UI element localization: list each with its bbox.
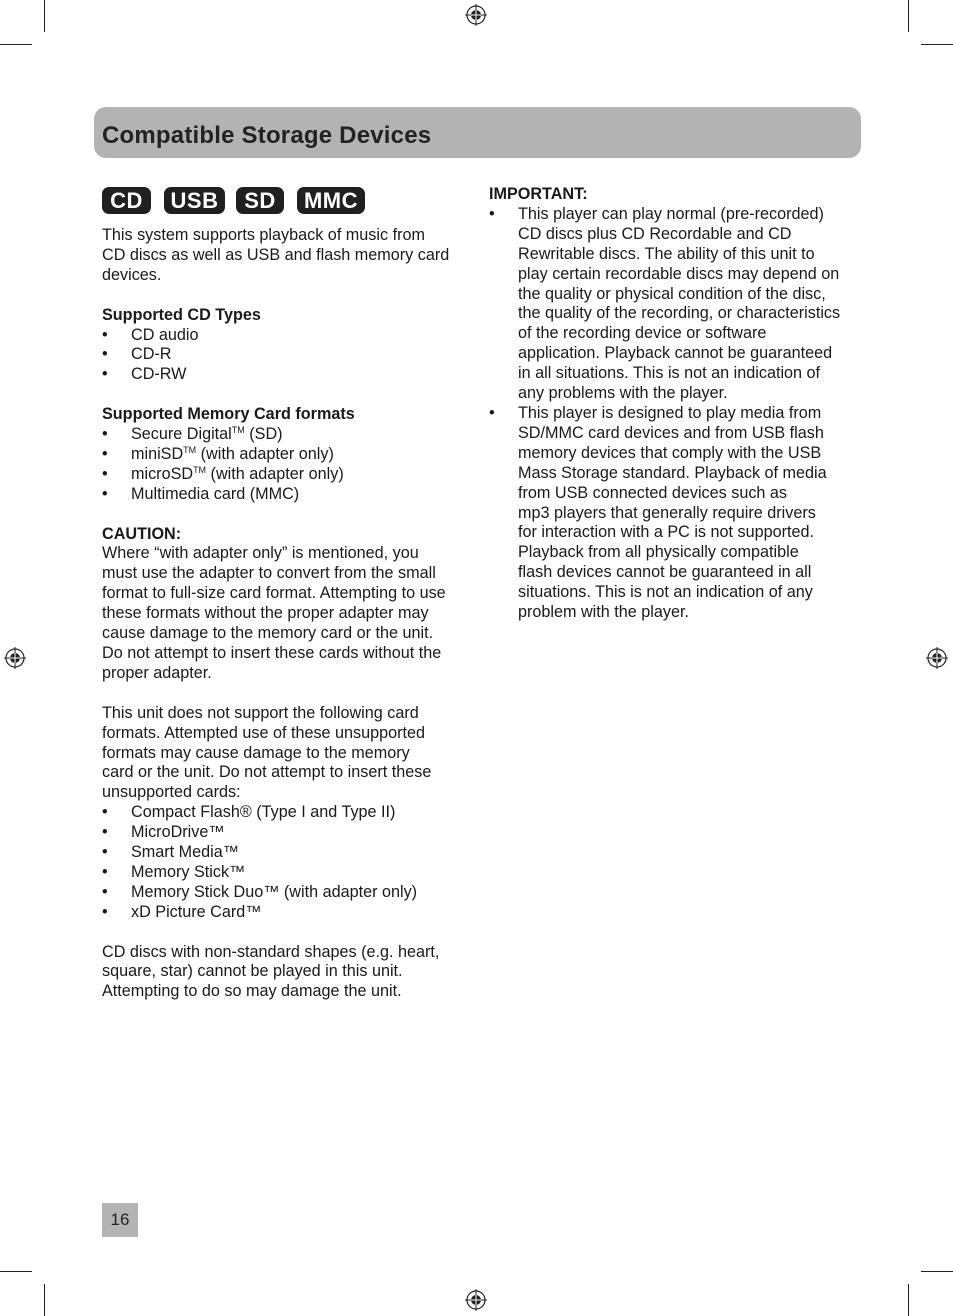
list-item: • This player can play normal (pre-recorded) CD discs plus CD Recordable and CD Rewritable discs. The ability of this unit to play certain recordable discs may depend on the quality or physical condition of the disc, the quality of the recording, or characteristics of the recording device or software application. Playback cannot be guaranteed in all situations. This is not an indication of any problems with the player.	[489, 205, 859, 404]
list-item: • MicroDrive™	[102, 823, 462, 843]
list-item: • xD Picture Card™	[102, 903, 462, 923]
crop-mark	[908, 0, 909, 32]
list-item: • CD audio	[102, 326, 462, 346]
registration-mark-icon	[465, 1289, 487, 1311]
list-item: • Multimedia card (MMC)	[102, 485, 462, 505]
registration-mark-icon	[926, 647, 948, 669]
left-column	[102, 226, 462, 1002]
shapes-note-line: square, star) cannot be played in this unit.	[102, 962, 403, 981]
unsupported-line: formats. Attempted use of these unsupported	[102, 723, 426, 742]
crop-mark	[44, 1284, 45, 1316]
intro-line: This system supports playback of music from	[102, 226, 425, 244]
page-number: 16	[102, 1203, 138, 1237]
crop-mark	[908, 1284, 909, 1316]
list-item: • Secure Digital™ (SD)	[102, 425, 462, 445]
crop-mark	[0, 44, 32, 45]
unsupported-line: This unit does not support the following card	[102, 703, 419, 722]
unsupported-cards-list	[102, 803, 462, 922]
list-item: • microSD™ (with adapter only)	[102, 465, 462, 485]
unsupported-line: formats may cause damage to the memory	[102, 743, 410, 762]
intro-line: devices.	[102, 265, 162, 284]
crop-mark	[921, 44, 953, 45]
list-item: • CD-RW	[102, 365, 462, 385]
important-heading: IMPORTANT:	[489, 185, 588, 203]
page-title: Compatible Storage Devices	[102, 122, 432, 149]
crop-mark	[921, 1271, 953, 1272]
list-item: • Smart Media™	[102, 843, 462, 863]
list-item: • Compact Flash® (Type I and Type II)	[102, 803, 462, 823]
crop-mark	[44, 0, 45, 32]
important-list	[489, 205, 859, 623]
registration-mark-icon	[4, 647, 26, 669]
list-item: • Memory Stick Duo™ (with adapter only)	[102, 883, 462, 903]
cd-logo-icon: CD	[102, 187, 151, 214]
section-header-bar	[94, 107, 861, 158]
list-item: • miniSD™ (with adapter only)	[102, 445, 462, 465]
mmc-logo-icon: MMC	[297, 187, 365, 214]
caution-line: Do not attempt to insert these cards without the	[102, 643, 442, 662]
shapes-note-line: Attempting to do so may damage the unit.	[102, 982, 402, 1001]
intro-line: CD discs as well as USB and flash memory card	[102, 245, 450, 264]
caution-line: must use the adapter to convert from the small	[102, 564, 436, 583]
cd-types-list	[102, 326, 462, 386]
caution-line: Where “with adapter only” is mentioned, you	[102, 544, 419, 563]
caution-line: these formats without the proper adapter may	[102, 604, 429, 623]
shapes-note-line: CD discs with non-standard shapes (e.g. heart,	[102, 942, 440, 961]
unsupported-line: unsupported cards:	[102, 783, 241, 802]
list-item: • CD-R	[102, 345, 462, 365]
list-item: • Memory Stick™	[102, 863, 462, 883]
right-column	[489, 185, 859, 623]
list-item: • This player is designed to play media from SD/MMC card devices and from USB flash memory devices that comply with the USB Mass Storage standard. Playback of media from USB connected devices such as mp3 players that generally require drivers for interaction with a PC is not supported. Playback from all physically compatible flash devices cannot be guaranteed in all situations. This is not an indication of any problem with the player.	[489, 404, 859, 623]
caution-line: format to full-size card format. Attempting to use	[102, 584, 446, 603]
cd-types-heading: Supported CD Types	[102, 305, 261, 324]
unsupported-line: card or the unit. Do not attempt to insert these	[102, 763, 432, 782]
caution-line: cause damage to the memory card or the unit.	[102, 624, 434, 643]
crop-mark	[0, 1271, 32, 1272]
memory-formats-list	[102, 425, 462, 505]
memory-formats-heading: Supported Memory Card formats	[102, 405, 355, 424]
sd-logo-icon: SD	[236, 187, 284, 214]
caution-line: proper adapter.	[102, 663, 212, 682]
usb-logo-icon: USB	[164, 187, 225, 214]
registration-mark-icon	[465, 4, 487, 26]
caution-heading: CAUTION:	[102, 524, 182, 543]
